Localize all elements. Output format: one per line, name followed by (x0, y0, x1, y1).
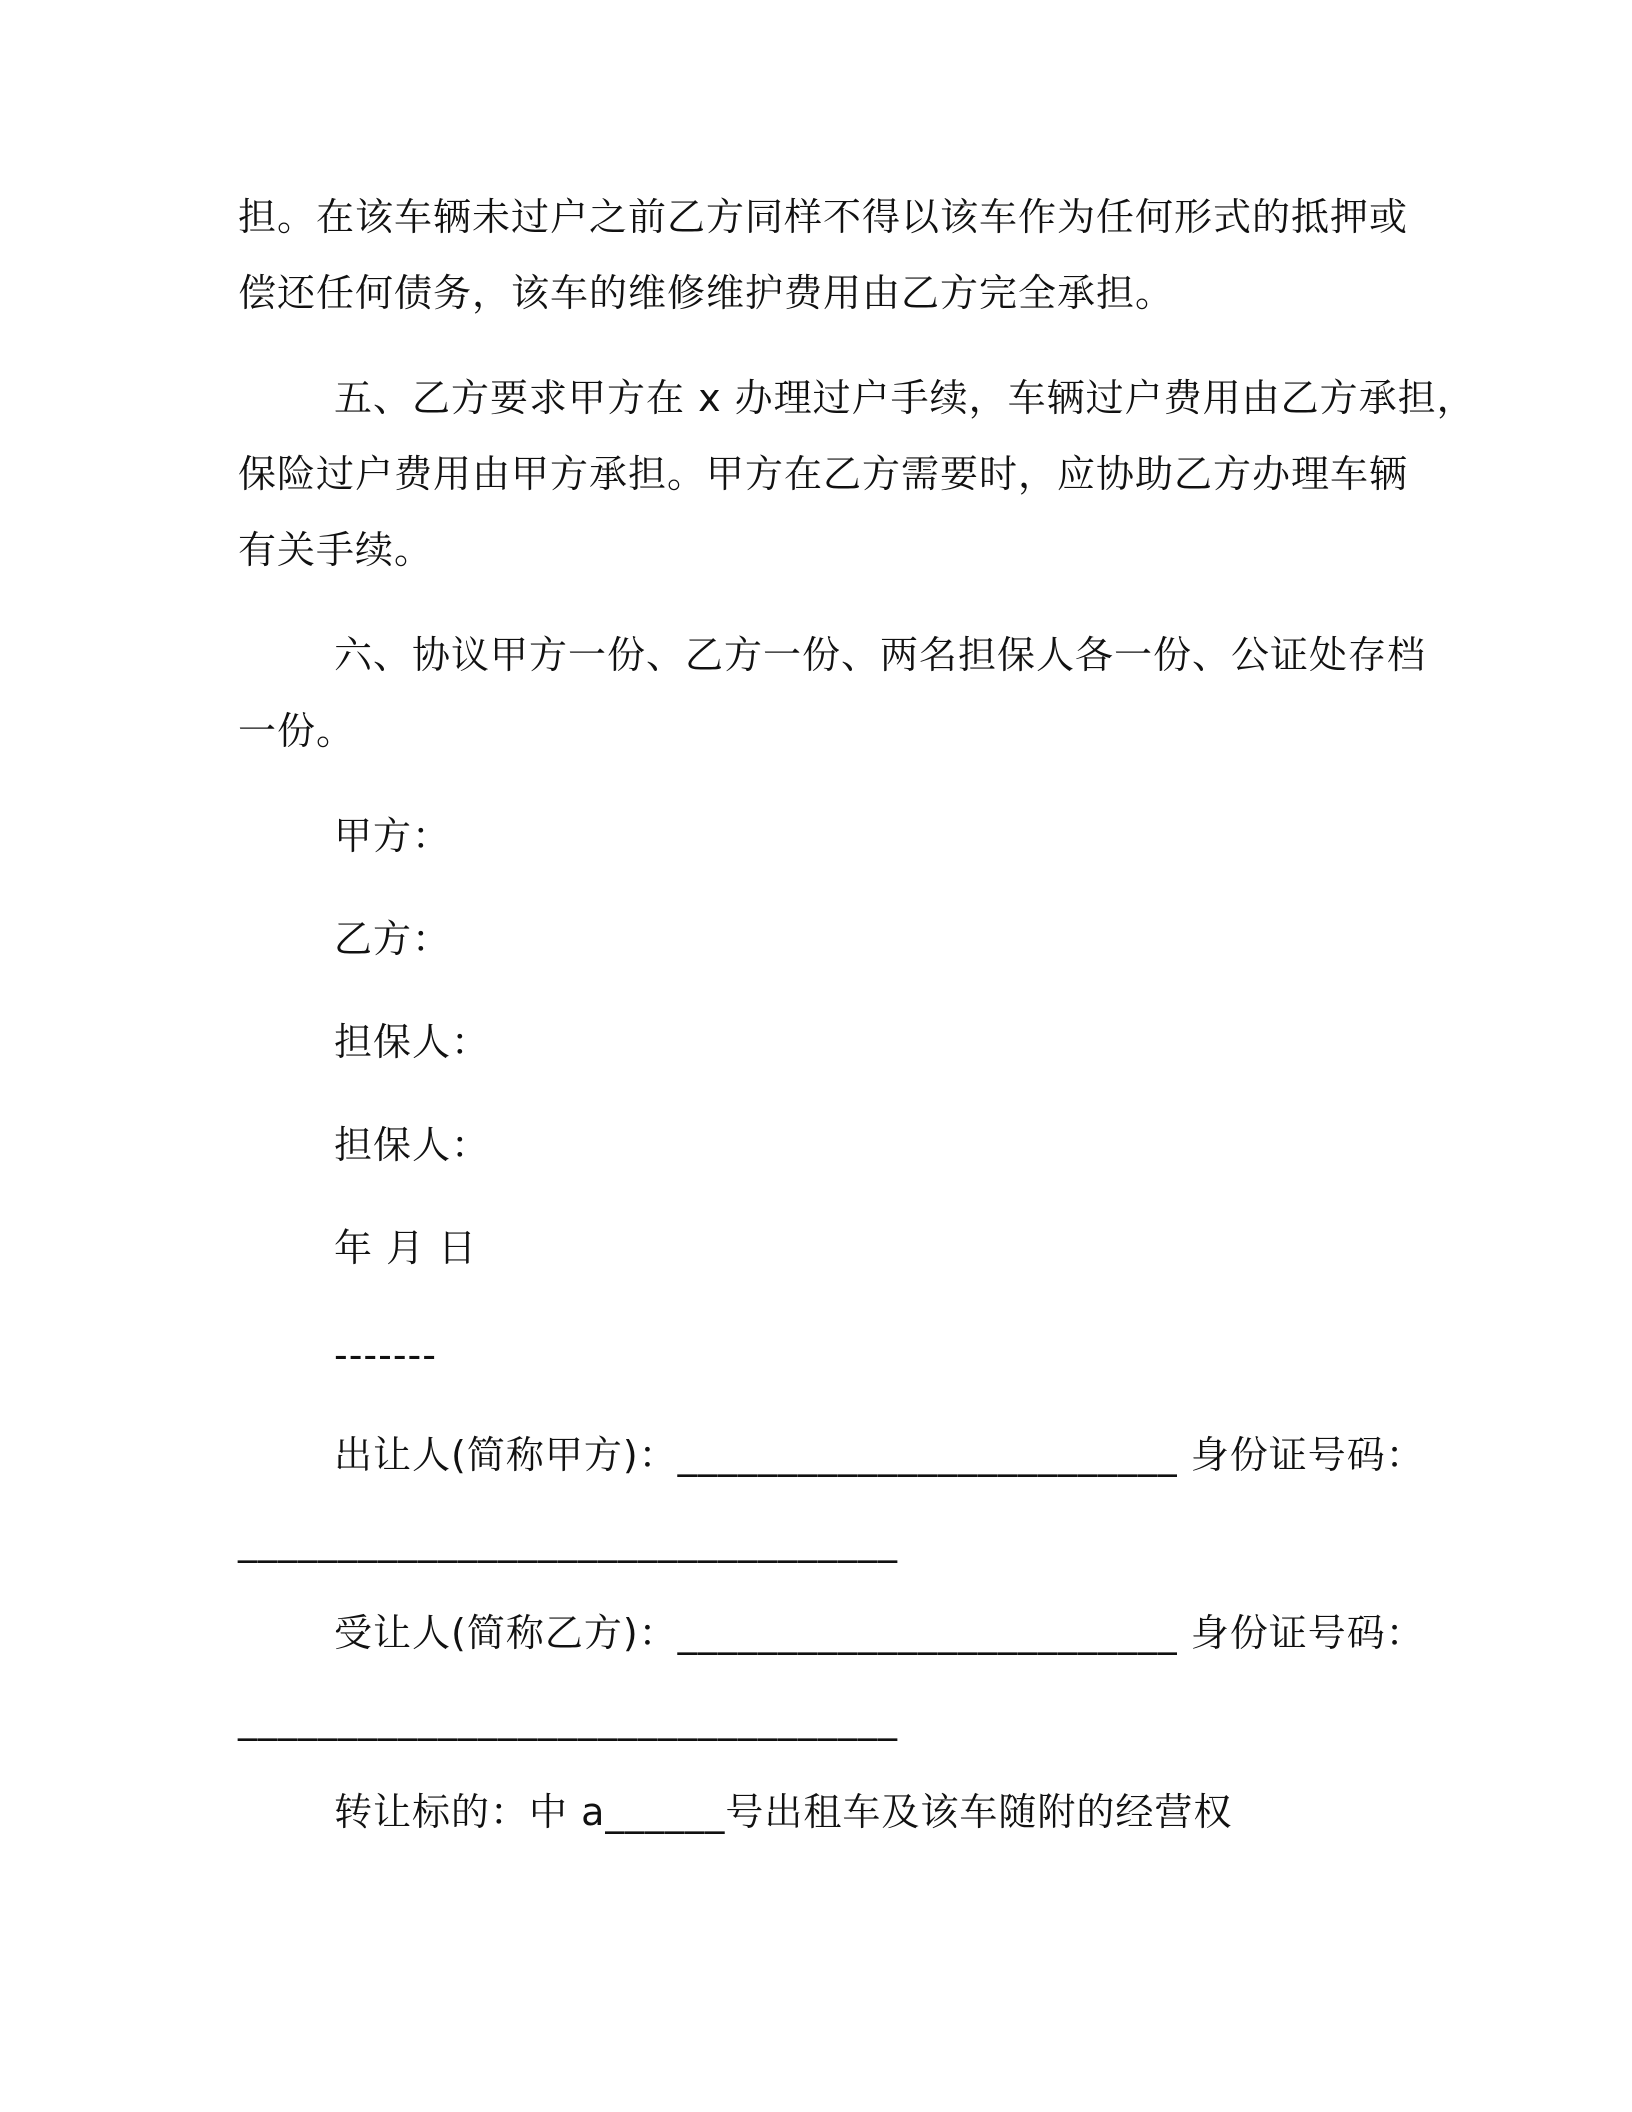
clause6-line-2: 一份。 (238, 709, 356, 753)
clause6-line-1: 六、协议甲方一份、乙方一份、两名担保人各一份、公证处存档 (334, 633, 1427, 677)
transferor-line: 出让人(简称甲方)：_________________________ 身份证号码： (334, 1433, 1425, 1477)
section-separator: ------- (334, 1333, 437, 1377)
transferee-line: 受让人(简称乙方)：_________________________ 身份证号码： (334, 1611, 1425, 1655)
clause5-line-3: 有关手续。 (238, 528, 434, 572)
clause4-line-2: 偿还任何债务，该车的维修维护费用由乙方完全承担。 (238, 271, 1175, 315)
guarantor-2-signature-label: 担保人： (334, 1123, 491, 1167)
transfer-subject-line: 转让标的：中 a______号出租车及该车随附的经营权 (334, 1790, 1233, 1834)
date-line: 年 月 日 (334, 1226, 478, 1270)
party-a-signature-label: 甲方： (334, 814, 452, 858)
transferor-id-blank: _________________________________ (238, 1519, 898, 1563)
clause5-line-1: 五、乙方要求甲方在 x 办理过户手续，车辆过户费用由乙方承担， (334, 376, 1476, 420)
guarantor-1-signature-label: 担保人： (334, 1020, 491, 1064)
clause4-line-1: 担。在该车辆未过户之前乙方同样不得以该车作为任何形式的抵押或 (238, 195, 1409, 239)
party-b-signature-label: 乙方： (334, 917, 452, 961)
clause5-line-2: 保险过户费用由甲方承担。甲方在乙方需要时，应协助乙方办理车辆 (238, 452, 1409, 496)
transferee-id-blank: _________________________________ (238, 1697, 898, 1741)
